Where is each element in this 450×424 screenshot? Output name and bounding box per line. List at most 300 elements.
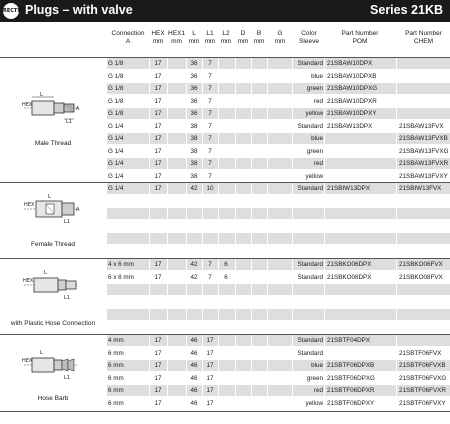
col-head-l1: L1 mm xyxy=(204,30,216,45)
cell-l2 xyxy=(219,71,233,82)
cell-color: blue xyxy=(311,72,323,80)
cell-g xyxy=(268,121,292,132)
female-thread-drawing-icon xyxy=(20,193,82,225)
cell-l: 46 xyxy=(190,374,198,382)
cell-g xyxy=(268,385,292,396)
cell-hex1 xyxy=(168,259,186,270)
cell-hex1 xyxy=(168,221,186,232)
cell-pom xyxy=(325,246,399,257)
cell-hex: 17 xyxy=(154,160,162,167)
cell-l1: 7 xyxy=(208,261,212,268)
cell-color xyxy=(293,322,323,333)
cell-l2: 6 xyxy=(224,261,228,268)
cell-hex: 17 xyxy=(154,399,162,407)
table-row xyxy=(107,96,450,107)
cell-hex xyxy=(150,196,166,207)
cell-conn: 6 mm xyxy=(108,349,124,357)
table-row xyxy=(107,121,450,132)
cell-l: 46 xyxy=(190,399,198,407)
cell-l2 xyxy=(219,221,233,232)
section-label: Female Thread xyxy=(31,241,75,248)
table-row xyxy=(107,133,450,144)
cell-chem xyxy=(397,208,450,219)
cell-hex1 xyxy=(168,322,186,333)
table-row xyxy=(107,398,450,409)
cell-chem xyxy=(397,58,450,69)
cell-b xyxy=(252,259,266,270)
cell-conn: G 1/4 xyxy=(108,172,124,180)
cell-chem: 21SBAW13FVXB xyxy=(399,135,448,142)
cell-l: 36 xyxy=(190,97,198,105)
cell-l2 xyxy=(219,121,233,132)
cell-d xyxy=(236,335,250,346)
cell-chem xyxy=(397,246,450,257)
cell-l1 xyxy=(203,221,217,232)
cell-color: green xyxy=(306,85,323,92)
cell-conn: G 1/8 xyxy=(108,85,124,92)
cell-conn: 6 x 8 mm xyxy=(108,273,134,281)
cell-pom: 21SBTF06DPXY xyxy=(327,399,375,407)
cell-g xyxy=(268,284,292,295)
cell-color: blue xyxy=(311,362,323,369)
cell-l2 xyxy=(219,297,233,308)
cell-l2 xyxy=(219,83,233,94)
cell-d xyxy=(236,58,250,69)
cell-l1 xyxy=(203,309,217,320)
cell-chem xyxy=(397,108,450,119)
cell-conn xyxy=(108,309,148,320)
cell-hex1 xyxy=(168,233,186,244)
cell-l2 xyxy=(219,183,233,194)
cell-hex: 17 xyxy=(154,85,162,92)
cell-chem: 21SBTF06FVXY xyxy=(399,399,446,407)
table-row xyxy=(107,322,450,333)
cell-g xyxy=(268,58,292,69)
rectus-logo-icon xyxy=(3,3,26,19)
cell-pom xyxy=(325,208,399,219)
cell-pom xyxy=(325,284,399,295)
cell-g xyxy=(268,272,292,283)
cell-hex1 xyxy=(168,158,186,169)
cell-l2 xyxy=(219,373,233,384)
cell-g xyxy=(268,96,292,107)
cell-l1: 17 xyxy=(206,349,214,357)
col-head-l: L mm xyxy=(188,30,200,45)
logo-text: RECTUS xyxy=(3,8,26,14)
cell-g xyxy=(268,297,292,308)
cell-l xyxy=(187,322,201,333)
cell-l1 xyxy=(203,233,217,244)
cell-l2 xyxy=(219,398,233,409)
cell-l: 38 xyxy=(190,135,198,142)
cell-conn: G 1/4 xyxy=(108,185,124,192)
cell-g xyxy=(268,108,292,119)
cell-l1 xyxy=(203,297,217,308)
cell-pom xyxy=(325,133,399,144)
cell-hex: 17 xyxy=(154,172,162,180)
cell-g xyxy=(268,309,292,320)
cell-color xyxy=(293,233,323,244)
cell-l: 36 xyxy=(190,110,198,117)
cell-color: red xyxy=(313,160,323,167)
cell-l xyxy=(187,246,201,257)
cell-l: 38 xyxy=(190,172,198,180)
cell-conn: G 1/8 xyxy=(108,110,124,117)
cell-l2: 6 xyxy=(224,273,228,281)
cell-b xyxy=(252,171,266,182)
drawing-label-hex: HEX xyxy=(23,278,34,284)
drawing-label-l1: L1 xyxy=(64,375,70,381)
cell-hex: 17 xyxy=(154,387,162,394)
table-row xyxy=(107,208,450,219)
cell-g xyxy=(268,196,292,207)
cell-l2 xyxy=(219,196,233,207)
cell-hex1 xyxy=(168,246,186,257)
series-label: Series 21KB xyxy=(370,3,443,17)
cell-g xyxy=(268,71,292,82)
cell-color: red xyxy=(313,97,323,105)
cell-l1: 17 xyxy=(206,337,214,344)
cell-conn xyxy=(108,221,148,232)
cell-conn: G 1/8 xyxy=(108,72,124,80)
cell-hex1 xyxy=(168,348,186,359)
cell-l2 xyxy=(219,158,233,169)
cell-d xyxy=(236,71,250,82)
table-row xyxy=(107,297,450,308)
cell-hex1 xyxy=(168,58,186,69)
cell-b xyxy=(252,246,266,257)
cell-d xyxy=(236,96,250,107)
cell-pom xyxy=(325,158,399,169)
cell-l: 38 xyxy=(190,160,198,167)
cell-hex1 xyxy=(168,297,186,308)
section-label: Male Thread xyxy=(34,140,72,147)
cell-chem: 21SBKO06FVX xyxy=(399,261,443,268)
cell-hex1 xyxy=(168,208,186,219)
cell-color: red xyxy=(313,387,323,394)
cell-conn xyxy=(108,246,148,257)
cell-l2 xyxy=(219,309,233,320)
cell-chem: 21SBAW13FVXG xyxy=(399,147,449,155)
cell-l2 xyxy=(219,208,233,219)
cell-l1 xyxy=(203,246,217,257)
section-separator xyxy=(0,411,450,412)
cell-b xyxy=(252,272,266,283)
cell-chem: 21SBTF06FVXB xyxy=(399,362,446,369)
cell-d xyxy=(236,108,250,119)
drawing-label-l: L xyxy=(40,92,43,98)
table-row xyxy=(107,373,450,384)
cell-l xyxy=(187,196,201,207)
cell-d xyxy=(236,385,250,396)
cell-chem: 21SBTF06FVXG xyxy=(399,374,447,382)
cell-d xyxy=(236,259,250,270)
cell-l1: 17 xyxy=(206,387,214,394)
cell-color: yellow xyxy=(305,110,323,117)
cell-l1: 7 xyxy=(208,172,212,180)
cell-hex: 17 xyxy=(154,97,162,105)
cell-l xyxy=(187,221,201,232)
cell-pom xyxy=(325,348,399,359)
cell-hex1 xyxy=(168,196,186,207)
cell-l1: 10 xyxy=(206,185,214,192)
cell-chem xyxy=(397,96,450,107)
cell-conn: 6 mm xyxy=(108,362,124,369)
cell-conn: 6 mm xyxy=(108,374,124,382)
cell-color: Standard xyxy=(297,60,323,67)
cell-conn xyxy=(108,284,148,295)
cell-hex xyxy=(150,284,166,295)
cell-l: 46 xyxy=(190,337,198,344)
cell-l: 38 xyxy=(190,147,198,155)
cell-hex1 xyxy=(168,71,186,82)
header-bar xyxy=(0,0,450,22)
cell-l1 xyxy=(203,284,217,295)
cell-l1: 7 xyxy=(208,135,212,142)
drawing-label-l: L xyxy=(40,350,43,356)
cell-chem: 21SBAW13FVXY xyxy=(399,172,448,180)
drawing-label-l1: L1 xyxy=(64,219,70,225)
cell-hex1 xyxy=(168,385,186,396)
cell-g xyxy=(268,208,292,219)
cell-l2 xyxy=(219,96,233,107)
cell-pom: 21SBTF04DPX xyxy=(327,337,371,344)
cell-hex1 xyxy=(168,83,186,94)
cell-l2 xyxy=(219,108,233,119)
cell-conn xyxy=(108,297,148,308)
cell-chem: 21SBTF06FVXR xyxy=(399,387,446,394)
col-head-pom: Part Number POM xyxy=(341,30,379,45)
cell-conn xyxy=(108,233,148,244)
cell-pom xyxy=(325,297,399,308)
cell-conn: G 1/4 xyxy=(108,135,124,142)
cell-hex: 17 xyxy=(154,374,162,382)
table-row xyxy=(107,360,450,371)
cell-g xyxy=(268,83,292,94)
cell-l1 xyxy=(203,196,217,207)
cell-d xyxy=(236,322,250,333)
cell-pom xyxy=(325,221,399,232)
cell-chem xyxy=(397,309,450,320)
cell-chem: 21SBAW13FVX xyxy=(399,122,444,130)
table-row xyxy=(107,233,450,244)
cell-conn: G 1/4 xyxy=(108,160,124,167)
cell-pom xyxy=(325,146,399,157)
cell-l1: 7 xyxy=(208,72,212,80)
cell-d xyxy=(236,348,250,359)
cell-color: Standard xyxy=(297,185,323,192)
cell-hex1 xyxy=(168,133,186,144)
drawing-label-l: L xyxy=(48,194,51,200)
cell-hex xyxy=(150,221,166,232)
col-head-b: B mm xyxy=(253,30,265,45)
col-head-chem: Part Number CHEM xyxy=(405,30,442,45)
cell-b xyxy=(252,284,266,295)
table-row xyxy=(107,246,450,257)
cell-l1: 7 xyxy=(208,85,212,92)
cell-l1: 17 xyxy=(206,362,214,369)
cell-l1: 17 xyxy=(206,374,214,382)
table-row xyxy=(107,183,450,194)
cell-pom: 21SBKO08DPX xyxy=(327,273,372,281)
cell-color: green xyxy=(306,374,323,382)
cell-hex1 xyxy=(168,171,186,182)
drawing-label-hex: HEX xyxy=(24,202,35,208)
section-label: with Plastic Hose Connection xyxy=(10,320,96,327)
cell-pom: 21SBAW10DPXY xyxy=(327,110,377,117)
cell-b xyxy=(252,96,266,107)
cell-l1: 7 xyxy=(208,110,212,117)
col-head-connection: Connection A xyxy=(111,30,145,45)
cell-hex: 17 xyxy=(154,185,162,192)
cell-b xyxy=(252,183,266,194)
cell-pom xyxy=(325,196,399,207)
cell-pom: 21SBAW10DPXG xyxy=(327,85,378,92)
table-row xyxy=(107,284,450,295)
cell-hex xyxy=(150,297,166,308)
cell-b xyxy=(252,121,266,132)
cell-b xyxy=(252,208,266,219)
table-row xyxy=(107,196,450,207)
cell-g xyxy=(268,246,292,257)
col-head-color: Color Sleeve xyxy=(299,30,319,45)
cell-b xyxy=(252,309,266,320)
cell-hex xyxy=(150,309,166,320)
hose-barb-drawing-icon xyxy=(20,349,82,381)
cell-l xyxy=(187,309,201,320)
cell-g xyxy=(268,322,292,333)
section-label: Hose Barb xyxy=(37,395,69,402)
cell-l1: 7 xyxy=(208,97,212,105)
cell-hex1 xyxy=(168,96,186,107)
cell-conn: 4 x 6 mm xyxy=(108,261,134,268)
cell-l1: 7 xyxy=(208,60,212,67)
cell-conn: 4 mm xyxy=(108,337,124,344)
cell-pom xyxy=(325,322,399,333)
cell-conn: 6 mm xyxy=(108,387,124,394)
table-row xyxy=(107,108,450,119)
cell-chem xyxy=(397,83,450,94)
cell-hex xyxy=(150,208,166,219)
cell-d xyxy=(236,158,250,169)
cell-l: 42 xyxy=(190,185,198,192)
cell-b xyxy=(252,335,266,346)
cell-color: green xyxy=(306,147,323,155)
cell-hex1 xyxy=(168,121,186,132)
cell-g xyxy=(268,133,292,144)
cell-pom: 21SBIW13DPX xyxy=(327,185,371,192)
cell-l xyxy=(187,297,201,308)
cell-l2 xyxy=(219,146,233,157)
col-head-hex: HEX mm xyxy=(151,30,165,45)
cell-hex1 xyxy=(168,398,186,409)
cell-l2 xyxy=(219,233,233,244)
table-row xyxy=(107,335,450,346)
drawing-label-l: L xyxy=(44,270,47,276)
cell-hex1 xyxy=(168,272,186,283)
cell-l2 xyxy=(219,348,233,359)
cell-g xyxy=(268,335,292,346)
cell-conn xyxy=(108,322,148,333)
cell-color: Standard xyxy=(297,337,323,344)
cell-l: 46 xyxy=(190,349,198,357)
cell-color xyxy=(293,196,323,207)
cell-b xyxy=(252,158,266,169)
cell-b xyxy=(252,233,266,244)
cell-chem xyxy=(397,297,450,308)
cell-l: 42 xyxy=(190,273,198,281)
cell-d xyxy=(236,309,250,320)
cell-hex1 xyxy=(168,373,186,384)
cell-chem: 21SBIW13FVX xyxy=(399,185,442,192)
cell-color: blue xyxy=(311,135,323,142)
cell-g xyxy=(268,146,292,157)
cell-pom: 21SBAW10DPX xyxy=(327,60,373,67)
cell-hex: 17 xyxy=(154,60,162,67)
cell-l2 xyxy=(219,284,233,295)
cell-d xyxy=(236,272,250,283)
page-title: Plugs – with valve xyxy=(25,3,133,17)
table-row xyxy=(107,171,450,182)
cell-l1: 17 xyxy=(206,399,214,407)
cell-hex: 17 xyxy=(154,122,162,130)
cell-d xyxy=(236,398,250,409)
drawing-label-a: A xyxy=(76,207,80,213)
cell-pom: 21SBTF06DPXB xyxy=(327,362,375,369)
cell-hex1 xyxy=(168,309,186,320)
cell-d xyxy=(236,196,250,207)
cell-conn xyxy=(108,196,148,207)
cell-d xyxy=(236,221,250,232)
cell-hex: 17 xyxy=(154,147,162,155)
drawing-label-l1: L1 xyxy=(64,295,70,301)
cell-l: 36 xyxy=(190,60,198,67)
cell-g xyxy=(268,398,292,409)
cell-g xyxy=(268,348,292,359)
cell-chem: 21SBAW13FVXR xyxy=(399,160,449,167)
cell-b xyxy=(252,348,266,359)
cell-chem: 21SBKO08FVX xyxy=(399,273,443,281)
table-row xyxy=(107,158,450,169)
cell-b xyxy=(252,398,266,409)
cell-hex xyxy=(150,322,166,333)
cell-hex: 17 xyxy=(154,337,162,344)
cell-l2 xyxy=(219,171,233,182)
cell-b xyxy=(252,297,266,308)
cell-color: Standard xyxy=(297,122,323,130)
cell-conn: G 1/8 xyxy=(108,97,124,105)
drawing-label-a: A xyxy=(76,106,80,112)
cell-d xyxy=(236,246,250,257)
cell-hex xyxy=(150,233,166,244)
plastic-hose-drawing-icon xyxy=(20,269,82,301)
cell-hex: 17 xyxy=(154,110,162,117)
cell-l xyxy=(187,284,201,295)
cell-conn xyxy=(108,208,148,219)
cell-l xyxy=(187,233,201,244)
drawing-label-hex: HEX xyxy=(22,358,33,364)
cell-color: Standard xyxy=(297,261,323,268)
cell-l2 xyxy=(219,335,233,346)
table-row xyxy=(107,221,450,232)
cell-l2 xyxy=(219,58,233,69)
drawing-label-l1: L1 xyxy=(66,119,72,124)
cell-pom: 21SBTF06DPXG xyxy=(327,374,375,382)
cell-hex1 xyxy=(168,284,186,295)
cell-chem xyxy=(397,196,450,207)
cell-d xyxy=(236,208,250,219)
table-row xyxy=(107,385,450,396)
